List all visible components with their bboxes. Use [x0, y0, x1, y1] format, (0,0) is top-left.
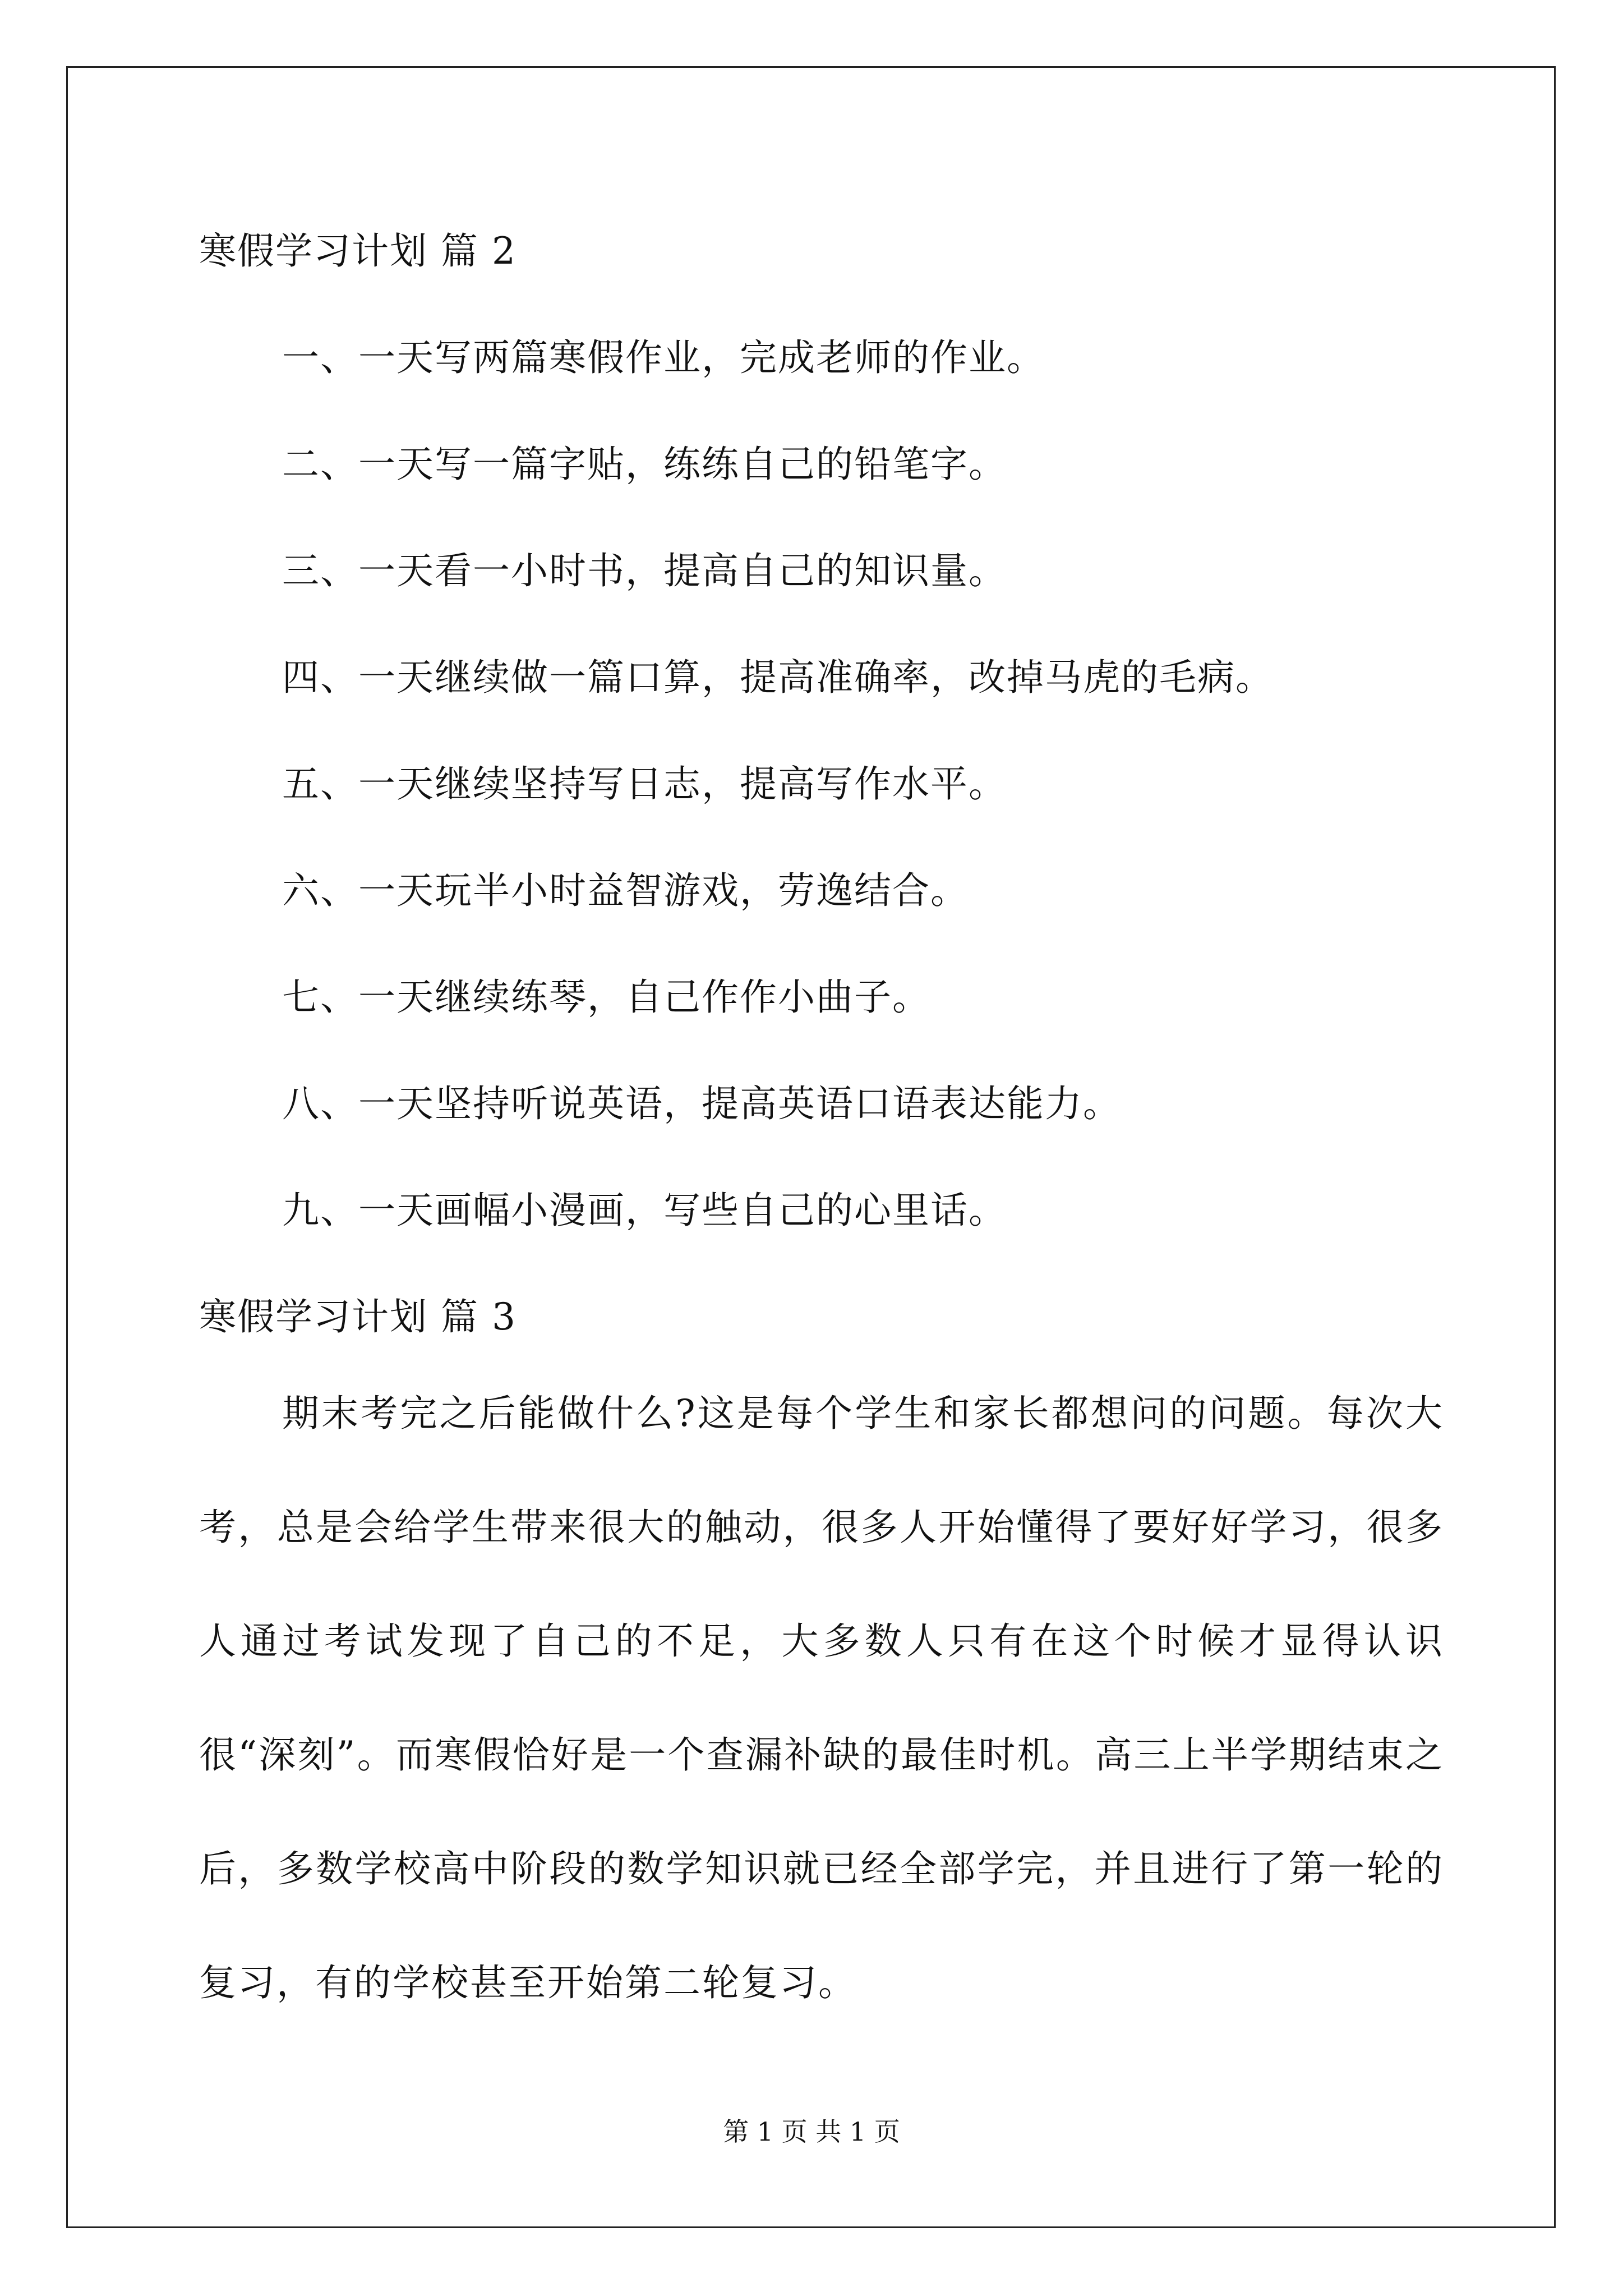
plan-item-7: 七、一天继续练琴，自己作作小曲子。: [282, 976, 930, 1019]
plan-item-8: 八、一天坚持听说英语，提高英语口语表达能力。: [282, 1082, 1121, 1125]
plan-item-4: 四、一天继续做一篇口算，提高准确率，改掉马虎的毛病。: [282, 656, 1274, 699]
plan-item-9: 九、一天画幅小漫画，写些自己的心里话。: [282, 1189, 1007, 1232]
plan-item-2: 二、一天写一篇字贴，练练自己的铅笔字。: [282, 443, 1007, 486]
plan-item-6: 六、一天玩半小时益智游戏，劳逸结合。: [282, 869, 969, 912]
plan-item-1: 一、一天写两篇寒假作业，完成老师的作业。: [282, 336, 1045, 379]
section-3-paragraph: 期末考完之后能做什么?这是每个学生和家长都想问的问题。每次大考，总是会给学生带来很大的触动，很多人开始懂得了要好好学习，很多人通过考试发现了自己的不足，大多数人只有在这个时候才显得认识很“深刻”。而寒假恰好是一个查漏补缺的最佳时机。高三上半学期结束之后，多数学校高中阶段的数学知识就已经全部学完，并且进行了第一轮的复习，有的学校甚至开始第二轮复习。: [199, 1392, 1444, 2004]
plan-item-3: 三、一天看一小时书，提高自己的知识量。: [282, 549, 1007, 592]
plan-item-5: 五、一天继续坚持写日志，提高写作水平。: [282, 762, 1007, 806]
page-number-footer: 第 1 页 共 1 页: [723, 2116, 900, 2147]
section-3-heading: 寒假学习计划 篇 3: [199, 1295, 517, 1338]
section-2-heading: 寒假学习计划 篇 2: [199, 229, 517, 273]
